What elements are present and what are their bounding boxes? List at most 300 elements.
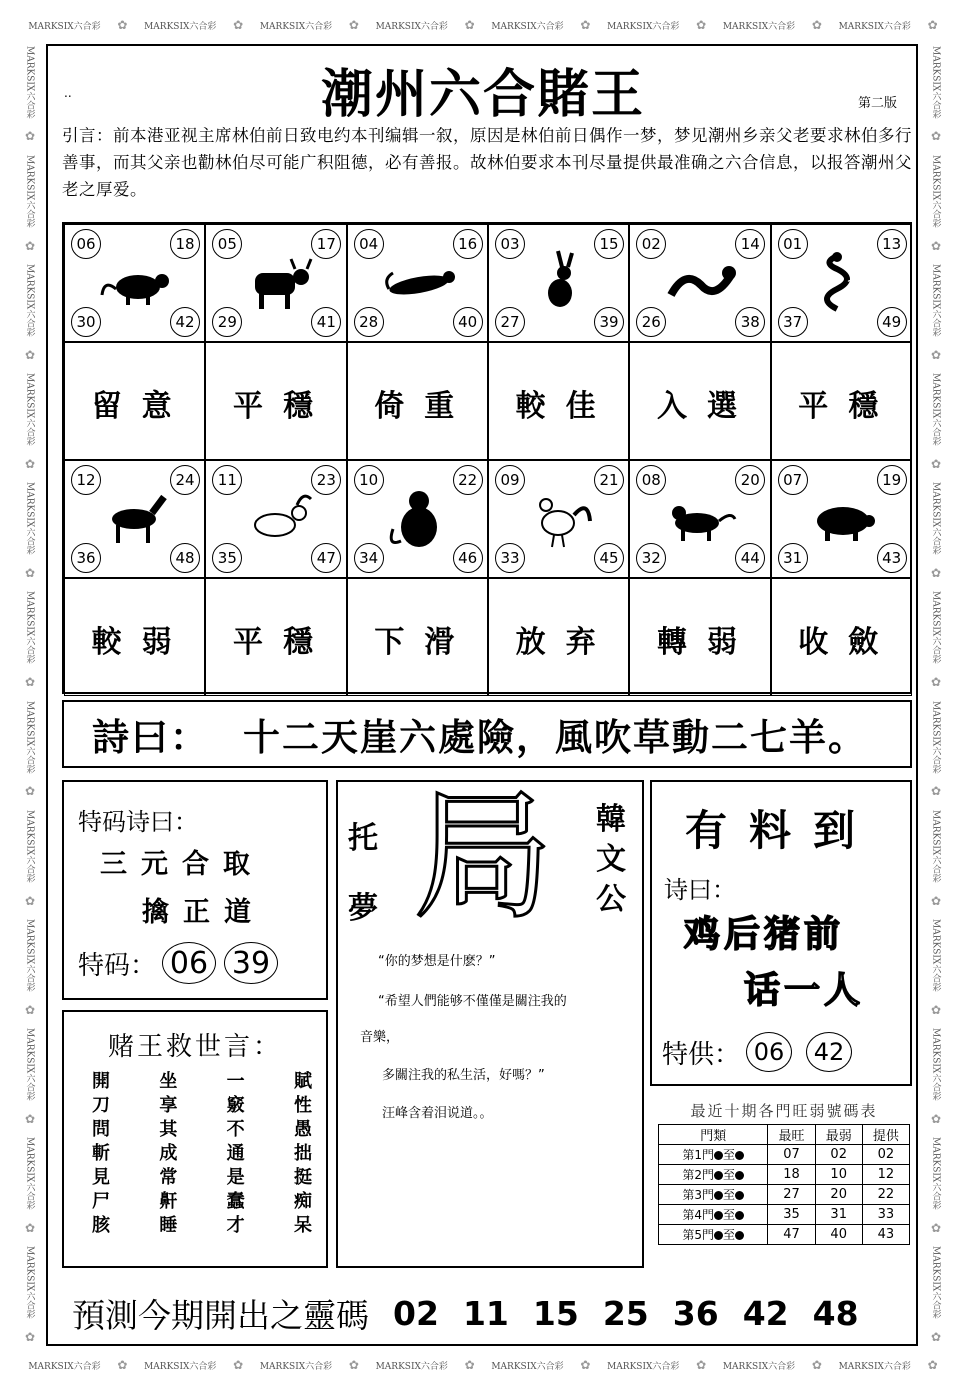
- zodiac-number: 41: [311, 307, 341, 337]
- flower-ornament-icon: ✿: [929, 456, 943, 471]
- right-title: 有料到: [684, 806, 877, 855]
- zodiac-cell: [64, 224, 205, 342]
- zodiac-fortune-word: 平穩: [232, 389, 333, 424]
- right-tip-box: [650, 780, 912, 1086]
- zodiac-number: 08: [636, 465, 666, 495]
- monkey-icon: [383, 485, 455, 553]
- zodiac-number: 09: [495, 465, 525, 495]
- zodiac-fortune-word: 較弱: [91, 625, 192, 660]
- zodiac-number: 16: [453, 229, 483, 259]
- saying-char: 胲: [92, 1215, 110, 1236]
- zodiac-fortune-word: 留意: [91, 389, 192, 424]
- saying-char: 尸: [92, 1191, 110, 1212]
- right-code-2: 42: [806, 1032, 852, 1072]
- zodiac-number: 31: [778, 543, 808, 573]
- flower-ornament-icon: ✿: [929, 1111, 943, 1126]
- flower-ornament-icon: ✿: [23, 1111, 37, 1126]
- border-brand-text: MARKSIX六合彩: [491, 1361, 564, 1372]
- flower-ornament-icon: ✿: [23, 456, 37, 471]
- zodiac-cell: [488, 224, 629, 342]
- saying-char: 坐: [159, 1071, 178, 1092]
- flower-ornament-icon: ✿: [929, 1002, 943, 1017]
- stats-give-cell: 02: [862, 1145, 909, 1165]
- zodiac-fortune-cell: [771, 342, 912, 460]
- zodiac-fortune-word: 下滑: [374, 625, 475, 660]
- zodiac-number: 34: [354, 543, 384, 573]
- zodiac-number: 48: [170, 543, 200, 573]
- stats-header-min: 最弱: [815, 1125, 862, 1145]
- right-code-1: 06: [746, 1032, 792, 1072]
- saying-char: 見: [92, 1167, 110, 1188]
- prediction-number: 15: [532, 1294, 579, 1333]
- stats-title: 最近十期各門旺弱號碼表: [690, 1102, 878, 1120]
- edition-label: 第二版: [858, 96, 898, 111]
- stats-door-label: 第4門: [682, 1208, 715, 1222]
- ball-icon: [714, 1151, 723, 1160]
- zodiac-cell: [629, 460, 770, 578]
- zodiac-fortune-cell: [629, 578, 770, 696]
- rabbit-icon: [524, 249, 596, 317]
- saying-char: 竅: [226, 1095, 245, 1116]
- dream-right-label: 韓文公: [596, 802, 626, 917]
- saying-char: 睡: [159, 1215, 178, 1236]
- zodiac-fortune-cell: [347, 578, 488, 696]
- zodiac-fortune-cell: [347, 342, 488, 460]
- border-brand-text: MARKSIX六合彩: [930, 700, 941, 773]
- zodiac-number: 04: [354, 229, 384, 259]
- stats-row: [659, 1205, 910, 1225]
- zodiac-fortune-word: 收斂: [798, 625, 899, 660]
- dream-q5: 汪峰含着泪说道。。: [382, 1106, 493, 1121]
- stats-min-cell: 20: [815, 1185, 862, 1205]
- border-brand-text: MARKSIX六合彩: [930, 1246, 941, 1319]
- stats-door-cell: [659, 1185, 768, 1205]
- flower-ornament-icon: ✿: [464, 1358, 475, 1372]
- prediction-line: [72, 1290, 859, 1337]
- border-brand-text: MARKSIX六合彩: [24, 482, 35, 555]
- zodiac-number: 12: [71, 465, 101, 495]
- stats-door-cell: [659, 1145, 768, 1165]
- intro-text: 引言：前本港亚视主席林伯前日致电约本刊编辑一叙，原因是林伯前日偶作一梦，梦见潮州乡亲父老要求林伯多行善事，而其父亲也勸林伯尽可能广积阻德，必有善报。故林伯要求本刊尽量提供最准确之六合信息，以报答潮州父老之厚爱。: [62, 126, 912, 199]
- saying-char: 常: [159, 1167, 178, 1188]
- stats-door-label: 第5門: [682, 1228, 715, 1242]
- flower-ornament-icon: ✿: [23, 893, 37, 908]
- zodiac-cell: [205, 460, 346, 578]
- stats-door-cell: [659, 1165, 768, 1185]
- flower-ornament-icon: ✿: [927, 1358, 938, 1372]
- special-code-2: 39: [224, 942, 278, 984]
- saying-char: 不: [226, 1119, 245, 1140]
- flower-ornament-icon: ✿: [811, 1358, 822, 1372]
- border-brand-text: MARKSIX六合彩: [24, 1028, 35, 1101]
- ball-icon: [714, 1231, 723, 1240]
- flower-ornament-icon: ✿: [348, 1358, 359, 1372]
- stats-row: [659, 1165, 910, 1185]
- zodiac-fortune-cell: [771, 578, 912, 696]
- stats-row: [659, 1185, 910, 1205]
- zodiac-cell: [771, 460, 912, 578]
- svg-text:25: 25: [846, 278, 862, 292]
- border-brand-text: MARKSIX六合彩: [838, 21, 911, 32]
- dog-icon: [665, 485, 737, 553]
- ball-icon: [735, 1231, 744, 1240]
- zodiac-number: 30: [71, 307, 101, 337]
- flower-ornament-icon: ✿: [117, 18, 128, 32]
- stats-door-cell: [659, 1205, 768, 1225]
- zodiac-fortune-cell: [64, 578, 205, 696]
- tiger-icon: [383, 249, 455, 317]
- zodiac-number: 28: [354, 307, 384, 337]
- zodiac-number: 33: [495, 543, 525, 573]
- border-right: [921, 40, 951, 1350]
- flower-ornament-icon: ✿: [23, 238, 37, 253]
- zodiac-fortune-cell: [64, 342, 205, 460]
- border-brand-text: MARKSIX六合彩: [838, 1361, 911, 1372]
- border-brand-text: MARKSIX六合彩: [607, 1361, 680, 1372]
- zodiac-number: 20: [735, 465, 765, 495]
- border-brand-text: MARKSIX六合彩: [24, 809, 35, 883]
- zodiac-number: 49: [877, 307, 907, 337]
- prediction-number: 11: [462, 1294, 509, 1333]
- border-brand-text: MARKSIX六合彩: [24, 1246, 35, 1319]
- border-brand-text: MARKSIX六合彩: [375, 1361, 448, 1372]
- saying-column: [92, 1070, 110, 1238]
- ball-icon: [714, 1171, 723, 1180]
- border-brand-text: MARKSIX六合彩: [491, 21, 564, 32]
- special-label: 特码诗曰：: [78, 808, 198, 836]
- zodiac-number: 02: [636, 229, 666, 259]
- zodiac-number: 42: [170, 307, 200, 337]
- zodiac-number: 23: [311, 465, 341, 495]
- zodiac-fortune-word: 較佳: [515, 389, 616, 424]
- zodiac-fortune-word: 倚重: [374, 389, 475, 424]
- border-brand-text: MARKSIX六合彩: [24, 700, 35, 773]
- flower-ornament-icon: ✿: [811, 18, 822, 32]
- zodiac-number: 05: [212, 229, 242, 259]
- rooster-icon: [524, 485, 596, 553]
- saying-char: 是: [226, 1167, 245, 1188]
- saying-char: 刀: [92, 1095, 110, 1116]
- flower-ornament-icon: ✿: [23, 1221, 37, 1236]
- prediction-number: 36: [672, 1294, 719, 1333]
- stats-to-label: 至: [723, 1148, 736, 1162]
- border-brand-text: MARKSIX六合彩: [607, 21, 680, 32]
- border-brand-text: MARKSIX六合彩: [930, 918, 941, 992]
- border-brand-text: MARKSIX六合彩: [930, 482, 941, 555]
- saying-char: 賦: [293, 1071, 312, 1092]
- zodiac-number: 07: [778, 465, 808, 495]
- zodiac-fortune-word: 轉弱: [656, 625, 757, 660]
- flower-ornament-icon: ✿: [23, 566, 37, 581]
- zodiac-fortune-cell: [205, 578, 346, 696]
- zodiac-cell: [347, 224, 488, 342]
- zodiac-number: 21: [594, 465, 624, 495]
- special-code-box: [62, 780, 328, 1000]
- ox-icon: [241, 249, 313, 317]
- horse-icon: [100, 485, 172, 553]
- zodiac-cell: [771, 224, 912, 342]
- saying-title: 赌王救世言：: [107, 1032, 282, 1062]
- border-brand-text: MARKSIX六合彩: [930, 264, 941, 337]
- zodiac-number: 44: [735, 543, 765, 573]
- stats-row: [659, 1225, 910, 1245]
- saying-char: 其: [159, 1119, 178, 1140]
- zodiac-cell: [205, 224, 346, 342]
- right-line2: 话一人: [744, 970, 865, 1011]
- saying-char: 通: [226, 1143, 245, 1164]
- special-code-1: 06: [162, 942, 216, 984]
- flower-ornament-icon: ✿: [929, 893, 943, 908]
- stats-min-cell: 02: [815, 1145, 862, 1165]
- zodiac-number: 35: [212, 543, 242, 573]
- border-brand-text: MARKSIX六合彩: [24, 264, 35, 337]
- prediction-numbers: [369, 1294, 859, 1333]
- zodiac-number: 36: [71, 543, 101, 573]
- right-label: 诗曰：: [664, 876, 736, 904]
- ball-icon: [714, 1211, 723, 1220]
- stats-max-cell: 18: [768, 1165, 815, 1185]
- saying-char: 挺: [293, 1167, 312, 1188]
- zodiac-number: 03: [495, 229, 525, 259]
- zodiac-fortune-cell: [205, 342, 346, 460]
- zodiac-fortune-word: 放弃: [515, 625, 616, 660]
- zodiac-number: 45: [594, 543, 624, 573]
- flower-ornament-icon: ✿: [696, 18, 707, 32]
- stats-max-cell: 27: [768, 1185, 815, 1205]
- flower-ornament-icon: ✿: [580, 18, 591, 32]
- zodiac-cell: [488, 460, 629, 578]
- border-brand-text: MARKSIX六合彩: [722, 1361, 796, 1372]
- ball-icon: [735, 1171, 744, 1180]
- zodiac-fortune-cell: [488, 578, 629, 696]
- page-title: 潮州六合賭王: [320, 64, 645, 125]
- border-brand-text: MARKSIX六合彩: [24, 1137, 35, 1210]
- saying-char: 開: [92, 1071, 110, 1092]
- saying-char: 斬: [92, 1143, 110, 1164]
- saying-column: [294, 1070, 312, 1238]
- zodiac-grid: [62, 222, 912, 694]
- saying-char: 享: [159, 1095, 178, 1116]
- dream-q3: 音樂，: [360, 1030, 400, 1045]
- zodiac-number: 38: [735, 307, 765, 337]
- stats-door-cell: [659, 1225, 768, 1245]
- border-brand-text: MARKSIX六合彩: [144, 1361, 217, 1372]
- stats-give-cell: 22: [862, 1185, 909, 1205]
- stats-to-label: 至: [723, 1168, 736, 1182]
- flower-ornament-icon: ✿: [927, 18, 938, 32]
- ball-icon: [735, 1151, 744, 1160]
- zodiac-number: 10: [354, 465, 384, 495]
- ball-icon: [735, 1191, 744, 1200]
- border-brand-text: MARKSIX六合彩: [24, 591, 35, 664]
- dream-left-label: 托夢: [348, 821, 378, 926]
- border-brand-text: MARKSIX六合彩: [28, 21, 101, 32]
- stats-to-label: 至: [723, 1208, 736, 1222]
- stats-door-label: 第2門: [682, 1168, 715, 1182]
- stats-table: [658, 1124, 910, 1245]
- poem-bar: [62, 700, 912, 768]
- stats-min-cell: 31: [815, 1205, 862, 1225]
- dragon-icon: [665, 249, 737, 317]
- zodiac-number: 06: [71, 229, 101, 259]
- prediction-number: 48: [812, 1294, 859, 1333]
- border-brand-text: MARKSIX六合彩: [930, 1137, 941, 1210]
- zodiac-fortune-cell: [488, 342, 629, 460]
- zodiac-number: 14: [735, 229, 765, 259]
- zodiac-number: 43: [877, 543, 907, 573]
- stats-row: [659, 1145, 910, 1165]
- border-brand-text: MARKSIX六合彩: [930, 809, 941, 883]
- prediction-number: 02: [393, 1294, 439, 1333]
- border-brand-text: MARKSIX六合彩: [930, 591, 941, 664]
- prediction-number: 25: [602, 1294, 649, 1333]
- saying-column: [159, 1070, 177, 1238]
- stats-header-door: 門類: [659, 1125, 768, 1145]
- zodiac-number: 17: [311, 229, 341, 259]
- saying-char: 拙: [293, 1143, 312, 1164]
- zodiac-number: 27: [495, 307, 525, 337]
- right-supply-label: 特供：: [662, 1039, 741, 1070]
- flower-ornament-icon: ✿: [929, 784, 943, 799]
- zodiac-number: 19: [877, 465, 907, 495]
- flower-ornament-icon: ✿: [23, 129, 37, 144]
- poem-text: 十二天崖六處險，風吹草動二七羊。: [243, 716, 867, 759]
- border-brand-text: MARKSIX六合彩: [144, 21, 217, 32]
- saying-char: 問: [92, 1119, 110, 1140]
- flower-ornament-icon: ✿: [348, 18, 359, 32]
- stats-header-max: 最旺: [768, 1125, 815, 1145]
- border-brand-text: MARKSIX六合彩: [722, 21, 796, 32]
- flower-ornament-icon: ✿: [23, 347, 37, 362]
- snake-icon: [807, 249, 879, 317]
- special-line1: 三元合取: [100, 849, 264, 880]
- saying-char: 才: [226, 1215, 245, 1236]
- flower-ornament-icon: ✿: [580, 1358, 591, 1372]
- saying-char: 性: [293, 1095, 312, 1116]
- border-brand-text: MARKSIX六合彩: [930, 154, 941, 228]
- flower-ornament-icon: ✿: [23, 1330, 37, 1345]
- stats-to-label: 至: [723, 1188, 736, 1202]
- special-code-label: 特码：: [78, 950, 157, 981]
- poem-label: 詩曰：: [92, 716, 209, 759]
- zodiac-number: 01: [778, 229, 808, 259]
- prediction-number: 42: [742, 1294, 789, 1333]
- zodiac-cell: [347, 460, 488, 578]
- goat-icon: [241, 485, 313, 553]
- stats-max-cell: 07: [768, 1145, 815, 1165]
- saying-char: 痴: [293, 1191, 312, 1212]
- zodiac-number: 46: [453, 543, 483, 573]
- flower-ornament-icon: ✿: [23, 1002, 37, 1017]
- zodiac-number: 37: [778, 307, 808, 337]
- flower-ornament-icon: ✿: [464, 18, 475, 32]
- stats-to-label: 至: [723, 1228, 736, 1242]
- zodiac-number: 22: [453, 465, 483, 495]
- zodiac-number: 39: [594, 307, 624, 337]
- stats-header-give: 提供: [862, 1125, 909, 1145]
- zodiac-number: 29: [212, 307, 242, 337]
- zodiac-fortune-word: 入選: [656, 389, 757, 424]
- border-left: [15, 40, 45, 1350]
- zodiac-cell: [629, 224, 770, 342]
- stats-door-label: 第3門: [682, 1188, 715, 1202]
- dream-q4: 多關注我的私生活，好嗎？”: [382, 1068, 545, 1083]
- flower-ornament-icon: ✿: [23, 675, 37, 690]
- stats-min-cell: 10: [815, 1165, 862, 1185]
- flower-ornament-icon: ✿: [23, 784, 37, 799]
- stats-max-cell: 35: [768, 1205, 815, 1225]
- border-brand-text: MARKSIX六合彩: [24, 373, 35, 446]
- flower-ornament-icon: ✿: [117, 1358, 128, 1372]
- zodiac-number: 15: [594, 229, 624, 259]
- flower-ornament-icon: ✿: [929, 347, 943, 362]
- border-brand-text: MARKSIX六合彩: [259, 1361, 333, 1372]
- border-brand-text: MARKSIX六合彩: [259, 21, 333, 32]
- zodiac-number: 40: [453, 307, 483, 337]
- zodiac-number: 32: [636, 543, 666, 573]
- flower-ornament-icon: ✿: [929, 238, 943, 253]
- stats-max-cell: 47: [768, 1225, 815, 1245]
- stats-give-cell: 43: [862, 1225, 909, 1245]
- saying-columns: [92, 1070, 312, 1238]
- border-brand-text: MARKSIX六合彩: [375, 21, 448, 32]
- flower-ornament-icon: ✿: [233, 18, 244, 32]
- flower-ornament-icon: ✿: [929, 1221, 943, 1236]
- dream-q1: “你的梦想是什麽？”: [378, 954, 496, 969]
- saying-char: 呆: [293, 1215, 312, 1236]
- border-brand-text: MARKSIX六合彩: [28, 1361, 101, 1372]
- prediction-label: 預測今期開出之靈碼: [72, 1296, 369, 1335]
- saying-char: 愚: [293, 1119, 312, 1140]
- saying-column: [227, 1070, 245, 1238]
- flower-ornament-icon: ✿: [696, 1358, 707, 1372]
- border-brand-text: MARKSIX六合彩: [24, 154, 35, 228]
- border-brand-text: MARKSIX六合彩: [24, 45, 35, 119]
- flower-ornament-icon: ✿: [233, 1358, 244, 1372]
- zodiac-fortune-word: 平穩: [232, 625, 333, 660]
- zodiac-number: 47: [311, 543, 341, 573]
- border-bottom: [20, 1350, 946, 1380]
- border-brand-text: MARKSIX六合彩: [24, 918, 35, 992]
- ball-icon: [735, 1211, 744, 1220]
- dream-box: [336, 776, 644, 1268]
- zodiac-number: 13: [877, 229, 907, 259]
- saying-char: 一: [226, 1071, 245, 1092]
- rat-icon: [100, 249, 172, 317]
- zodiac-number: 26: [636, 307, 666, 337]
- zodiac-number: 18: [170, 229, 200, 259]
- dream-q2: “希望人們能够不僅僅是關注我的: [378, 994, 567, 1009]
- saying-char: 蠢: [226, 1191, 245, 1212]
- saying-char: 鼾: [159, 1191, 178, 1212]
- zodiac-fortune-cell: [629, 342, 770, 460]
- ball-icon: [714, 1191, 723, 1200]
- stats-give-cell: 33: [862, 1205, 909, 1225]
- zodiac-cell: [64, 460, 205, 578]
- right-line1: 鸡后猪前: [684, 914, 845, 955]
- border-top: [20, 10, 946, 40]
- saying-box: [62, 1010, 328, 1268]
- border-brand-text: MARKSIX六合彩: [930, 45, 941, 119]
- zodiac-fortune-word: 平穩: [798, 389, 899, 424]
- stats-min-cell: 40: [815, 1225, 862, 1245]
- header-dots: ..: [64, 86, 72, 100]
- pig-icon: [807, 485, 879, 553]
- flower-ornament-icon: ✿: [929, 566, 943, 581]
- special-line2: 擒正道: [142, 897, 265, 928]
- saying-char: 成: [159, 1143, 178, 1164]
- zodiac-number: 11: [212, 465, 242, 495]
